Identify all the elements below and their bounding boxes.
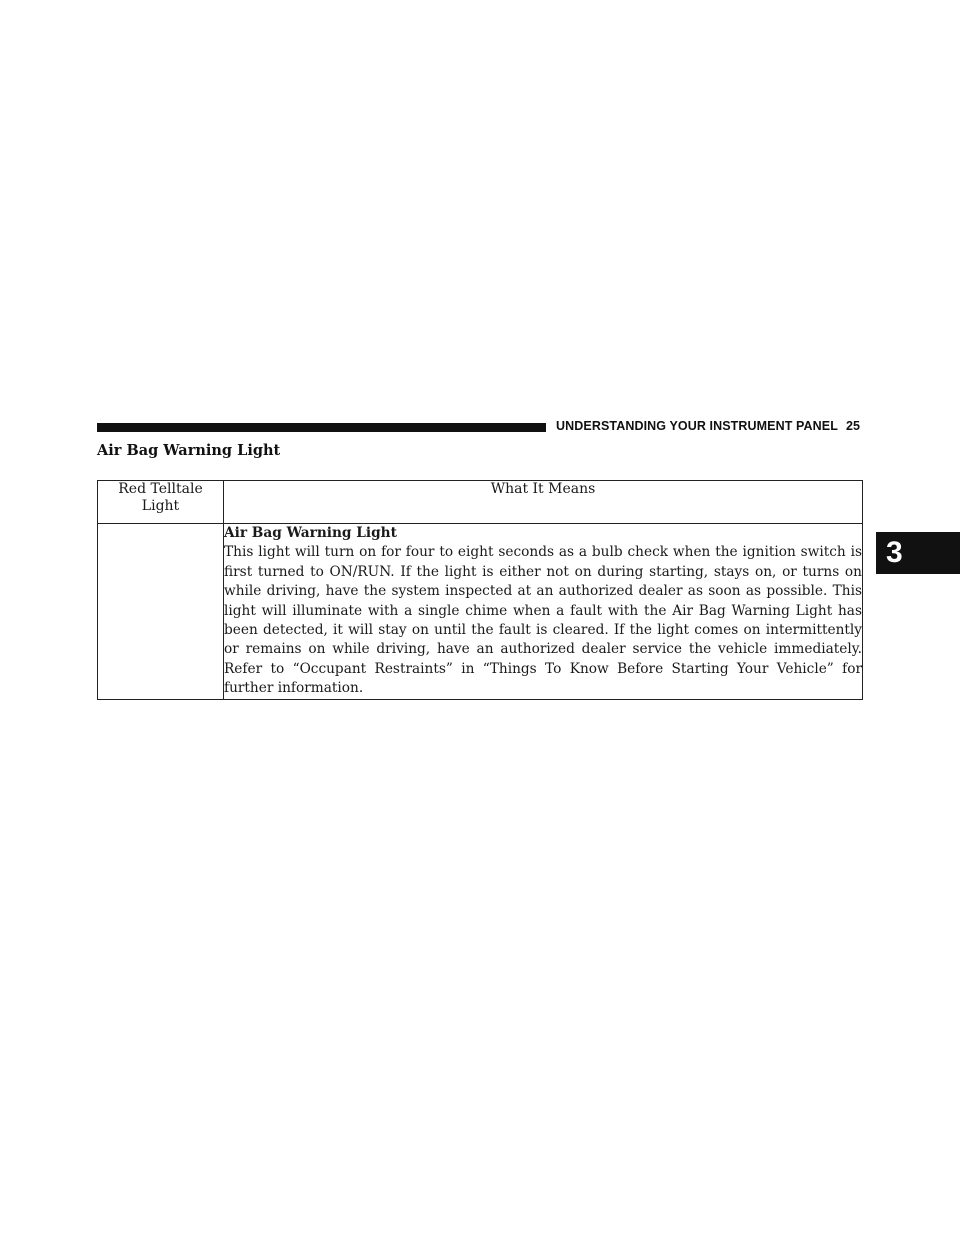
chapter-tab: 3 — [876, 532, 960, 574]
col-header-meaning: What It Means — [224, 481, 863, 524]
page-number: 25 — [845, 419, 861, 433]
section-title: Air Bag Warning Light — [97, 442, 281, 459]
telltale-table — [97, 480, 863, 700]
table-row — [98, 524, 863, 700]
entry-title: Air Bag Warning Light — [224, 525, 397, 541]
running-header — [556, 419, 860, 433]
header-rule — [97, 423, 546, 432]
telltale-icon-cell — [98, 524, 224, 700]
table-header-row — [98, 481, 863, 524]
running-title: UNDERSTANDING YOUR INSTRUMENT PANEL — [556, 419, 838, 433]
meaning-cell — [224, 524, 863, 700]
entry-body: This light will turn on for four to eight seconds as a bulb check when the ignition switch is first turned to ON/RUN. If the light is either not on during starting, stays on, or turns on while driving, have the system inspected at an authorized dealer as soon as possible. This light will illuminate with a single chime when a fault with the Air Bag Warning Light has been detected, it will stay on until the fault is cleared. If the light comes on intermittently or remains on while driving, have an authorized dealer service the vehicle immediately. Refer to “Occupant Restraints” in “Things To Know Before Starting Your Vehicle” for further information. — [224, 544, 862, 697]
col-header-telltale: Red Telltale Light — [98, 481, 224, 524]
